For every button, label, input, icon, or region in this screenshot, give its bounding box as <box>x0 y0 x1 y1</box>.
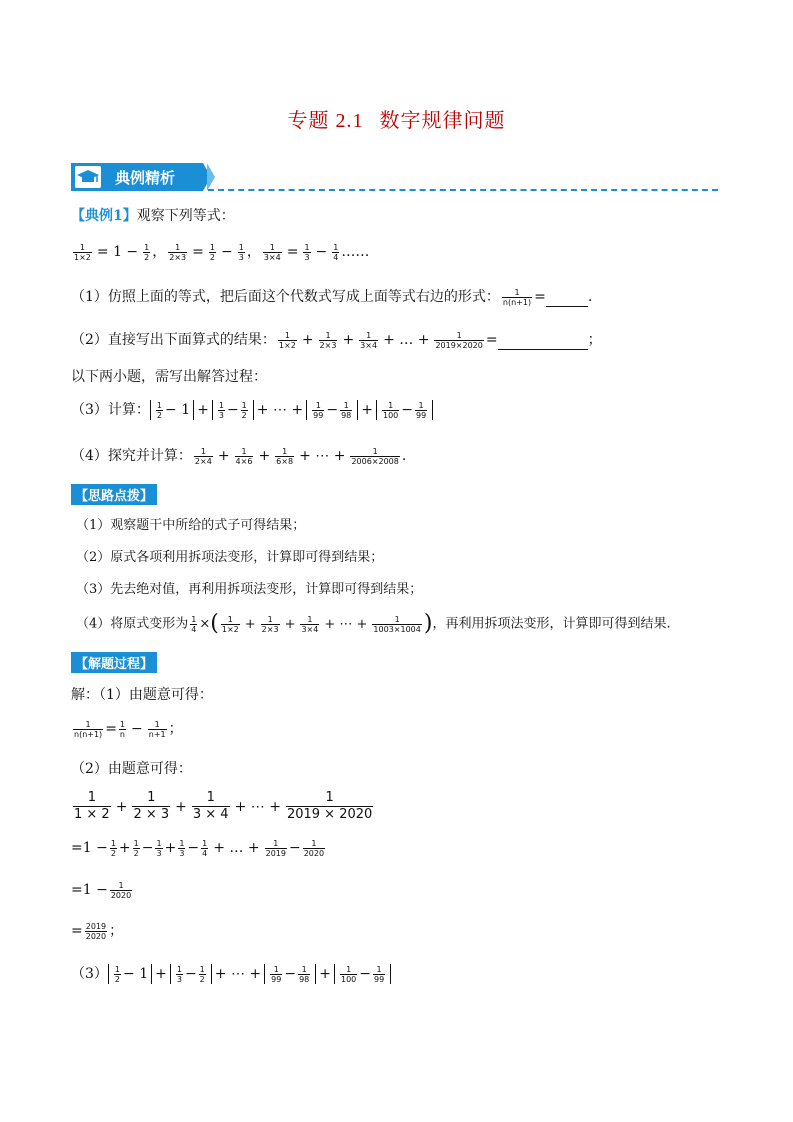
frac-num: 1 <box>114 964 121 974</box>
frac-num: 1 <box>307 614 313 624</box>
solution-step-1: 解：（1）由题意可得： <box>71 687 213 703</box>
frac-num: 1 <box>273 838 279 848</box>
plus: + <box>342 332 355 348</box>
frac-den: 99 <box>416 410 427 420</box>
solution-big-sum <box>71 790 375 823</box>
title-number: 2.1 <box>335 110 364 132</box>
frac-den: 2019×2020 <box>435 340 483 350</box>
hint-heading <box>71 484 157 505</box>
example-intro: 观察下列等式： <box>136 208 235 224</box>
frac-num: 1 <box>206 790 215 805</box>
graduation-cap-icon <box>75 166 101 188</box>
frac-num: 1 <box>269 242 275 252</box>
plus: + <box>301 332 314 348</box>
solution-heading <box>71 652 157 673</box>
solution-step-2: （2）由题意可得： <box>71 761 192 777</box>
op: = 1 − <box>96 244 139 260</box>
frac-num: 1 <box>227 614 233 624</box>
title-prefix: 专题 <box>287 108 330 132</box>
frac-den: 99 <box>374 974 385 984</box>
frac-den: n <box>119 729 125 739</box>
frac-num: 1 <box>156 400 163 410</box>
frac-num: 1 <box>218 400 224 410</box>
times: × <box>199 616 211 632</box>
frac-num: 1 <box>267 614 273 624</box>
solution-step-3 <box>71 964 391 984</box>
abs-term <box>150 400 194 420</box>
plus: + <box>197 402 209 418</box>
frac-num: 1 <box>191 614 197 624</box>
frac-den: 3 × 4 <box>192 807 229 822</box>
frac-num: 1 <box>376 964 382 974</box>
q4-end: . <box>401 448 407 464</box>
frac-num: 1 <box>85 719 91 729</box>
frac-num: 1 <box>179 838 185 848</box>
frac-num: 1 <box>202 838 208 848</box>
frac-den: 3 <box>179 848 185 858</box>
op: − <box>226 402 239 418</box>
op: =1 − <box>71 840 108 856</box>
q2-end: ； <box>587 332 602 348</box>
frac-den: 3×4 <box>360 340 378 350</box>
frac-num: 1 <box>346 964 352 974</box>
page-title <box>0 104 793 133</box>
frac-den: 2 <box>133 848 139 858</box>
frac-den: 4×6 <box>235 456 253 466</box>
frac-den: 2 × 3 <box>133 807 170 822</box>
plus: + <box>319 966 331 982</box>
dots: + … + <box>383 332 430 348</box>
frac-den: 1×2 <box>74 252 91 262</box>
ellipsis: …… <box>341 244 370 260</box>
frac-den: 6×8 <box>276 456 294 466</box>
frac-num: 1 <box>133 838 139 848</box>
question-2 <box>71 330 602 350</box>
frac-num: 1 <box>311 838 317 848</box>
frac-den: 100 <box>382 410 399 420</box>
op: − <box>131 721 143 737</box>
frac-num: 1 <box>301 964 307 974</box>
plus: + <box>284 616 296 632</box>
abs-term <box>376 400 433 420</box>
banner-divider <box>208 189 718 191</box>
q1-end: . <box>587 289 593 305</box>
question-1 <box>71 287 592 307</box>
frac-num: 1 <box>273 964 279 974</box>
dots: + ⋯ + <box>324 616 368 632</box>
op: = <box>105 721 117 737</box>
plus: + <box>217 448 230 464</box>
frac-num: 1 <box>333 242 339 252</box>
op: − <box>315 244 328 260</box>
frac-num: 1 <box>79 242 85 252</box>
frac-num: 1 <box>118 880 124 890</box>
frac-num: 1 <box>325 330 331 340</box>
abs-term <box>212 400 254 420</box>
frac-num: 1 <box>456 330 462 340</box>
solution-line-4 <box>71 921 123 941</box>
frac-num: 1 <box>372 446 378 456</box>
frac-den: 4 <box>333 252 339 262</box>
frac-den: 2006×2008 <box>351 456 399 466</box>
q3-text: （3）计算： <box>71 402 150 418</box>
hint-line-2: （2）原式各项利用拆项法变形，计算即可得到结果； <box>76 550 384 565</box>
op: − <box>359 966 371 982</box>
op: =1 − <box>71 882 108 898</box>
solution-line-2: =1 − $\frac{1}{2}$ + $\frac{1}{2}$ − $\frac{1}{3}$ + $\frac{1}{3}$ − $\frac{1}{4}$ + … + $\frac{1}{2019}$ − $\frac{1}{2020}$ <box>71 838 325 858</box>
plus: + <box>115 798 128 815</box>
frac-den: 2 <box>241 410 247 420</box>
frac-den: n(n+1) <box>74 729 103 739</box>
sep: ， <box>152 244 167 260</box>
frac-num: 1 <box>119 719 126 729</box>
op: = <box>534 289 546 305</box>
title-text: 数字规律问题 <box>379 108 506 132</box>
abs-term <box>108 964 152 984</box>
op: − <box>184 966 197 982</box>
frac-num: 1 <box>366 330 372 340</box>
frac-den: 3 <box>238 252 244 262</box>
hint-line-1: （1）观察题干中所给的式子可得结果； <box>76 518 306 533</box>
frac-den: 4 <box>191 624 197 634</box>
banner-arrow-2 <box>207 163 215 191</box>
frac-den: n+1 <box>148 729 166 739</box>
frac-num: 1 <box>87 790 96 805</box>
frac-num: 1 <box>175 242 181 252</box>
frac-num: 1 <box>394 614 400 624</box>
frac-den: 2019 × 2020 <box>286 807 373 822</box>
frac-den: 3×4 <box>263 252 281 262</box>
hint-line-4 <box>76 611 671 636</box>
frac-num: 1 <box>176 964 182 974</box>
frac-num: 1 <box>514 287 520 297</box>
solution-line-3 <box>71 880 134 900</box>
frac-num: 1 <box>388 400 394 410</box>
op: − <box>401 402 413 418</box>
op: ； <box>109 923 124 939</box>
dots: + ⋯ + <box>256 402 304 418</box>
frac-num: 1 <box>200 446 206 456</box>
frac-den: 2 <box>209 252 215 262</box>
q2-text: （2）直接写出下面算式的结果： <box>71 332 276 348</box>
plus: + <box>258 448 271 464</box>
paren-open: ( <box>210 611 219 636</box>
hint4-text-b: ，再利用拆项法变形，计算即可得到结果. <box>432 616 671 632</box>
frac-den: 4 <box>202 848 208 858</box>
op: = <box>485 332 498 348</box>
frac-den: 98 <box>299 974 310 984</box>
solution-tag: 【解题过程】 <box>71 652 157 673</box>
op: = <box>286 244 299 260</box>
s3-label: （3） <box>71 966 108 982</box>
frac-num: 1 <box>110 838 116 848</box>
hint-tag: 【思路点拨】 <box>71 484 157 505</box>
op: − 1 <box>123 966 149 982</box>
frac-den: 1×2 <box>221 624 239 634</box>
frac-den: 2020 <box>303 848 325 858</box>
frac-den: 3 <box>218 410 224 420</box>
frac-den: 2×3 <box>261 624 279 634</box>
frac-den: 3 <box>304 252 310 262</box>
abs-term <box>170 964 212 984</box>
dots: + ⋯ + <box>299 448 346 464</box>
abs-term <box>306 400 358 420</box>
q1-text: （1）仿照上面的等式，把后面这个代数式写成上面等式右边的形式： <box>71 289 500 305</box>
abs-term <box>264 964 316 984</box>
hint4-text-a: （4）将原式变形为 <box>76 616 189 632</box>
plus: + <box>244 616 256 632</box>
frac-den: n(n+1) <box>502 297 532 307</box>
frac-num: 1 <box>284 330 290 340</box>
frac-num: 1 <box>304 242 310 252</box>
frac-num: 1 <box>209 242 215 252</box>
solution-eq-1 <box>71 719 183 739</box>
frac-num: 2019 <box>85 921 107 931</box>
frac-num: 1 <box>282 446 288 456</box>
op: − <box>326 402 339 418</box>
frac-num: 1 <box>325 790 334 805</box>
op: ； <box>168 721 183 737</box>
frac-den: 2 <box>156 410 163 420</box>
frac-num: 1 <box>238 242 244 252</box>
frac-num: 1 <box>343 400 349 410</box>
hint-line-3: （3）先去绝对值，再利用拆项法变形，计算即可得到结果； <box>76 582 423 597</box>
q4-text: （4）探究并计算： <box>71 448 192 464</box>
op: − 1 <box>165 402 191 418</box>
frac-num: 1 <box>315 400 321 410</box>
frac-num: 1 <box>199 964 205 974</box>
frac-den: 2020 <box>85 931 107 941</box>
frac-den: 100 <box>340 974 357 984</box>
abs-term <box>334 964 391 984</box>
frac-den: 1×2 <box>278 340 296 350</box>
dots: + … + <box>213 840 260 856</box>
example-note: 以下两小题，需写出解答过程： <box>71 369 267 385</box>
question-4 <box>71 446 406 466</box>
frac-den: 1 × 2 <box>74 807 110 822</box>
frac-den: 2×3 <box>319 340 337 350</box>
op: = <box>192 244 204 260</box>
dots: + ⋯ + <box>234 798 281 815</box>
banner-label: 典例精析 <box>115 169 176 187</box>
frac-num: 1 <box>147 790 156 805</box>
op: = <box>71 923 83 939</box>
q1-answer-blank[interactable] <box>546 292 588 307</box>
frac-num: 1 <box>241 446 247 456</box>
frac-num: 1 <box>144 242 150 252</box>
example-equations <box>71 242 369 262</box>
frac-den: 1003×1004 <box>373 624 421 634</box>
op: − <box>220 244 233 260</box>
frac-den: 3×4 <box>301 624 319 634</box>
frac-den: 2 <box>114 974 121 984</box>
frac-den: 99 <box>313 410 324 420</box>
op: − <box>284 966 297 982</box>
frac-num: 1 <box>418 400 424 410</box>
example-heading <box>71 206 235 226</box>
paren-close: ) <box>423 611 433 636</box>
frac-den: 2×4 <box>194 456 212 466</box>
dots: + ⋯ + <box>214 966 262 982</box>
banner-box <box>71 163 203 191</box>
frac-den: 2 <box>110 848 116 858</box>
frac-den: 2 <box>144 252 150 262</box>
plus: + <box>175 798 187 815</box>
example-tag: 【典例1】 <box>71 208 137 224</box>
q2-answer-blank[interactable] <box>498 335 588 350</box>
frac-den: 2 <box>199 974 205 984</box>
frac-den: 2020 <box>110 890 132 900</box>
question-3 <box>71 400 433 420</box>
frac-den: 2019 <box>265 848 286 858</box>
plus: + <box>155 966 167 982</box>
frac-den: 3 <box>156 848 162 858</box>
sep: ， <box>246 244 261 260</box>
frac-den: 2×3 <box>169 252 187 262</box>
frac-den: 98 <box>341 410 352 420</box>
frac-num: 1 <box>241 400 247 410</box>
frac-num: 1 <box>156 838 162 848</box>
frac-den: 3 <box>176 974 182 984</box>
plus: + <box>361 402 373 418</box>
frac-den: 99 <box>271 974 282 984</box>
frac-num: 1 <box>154 719 160 729</box>
